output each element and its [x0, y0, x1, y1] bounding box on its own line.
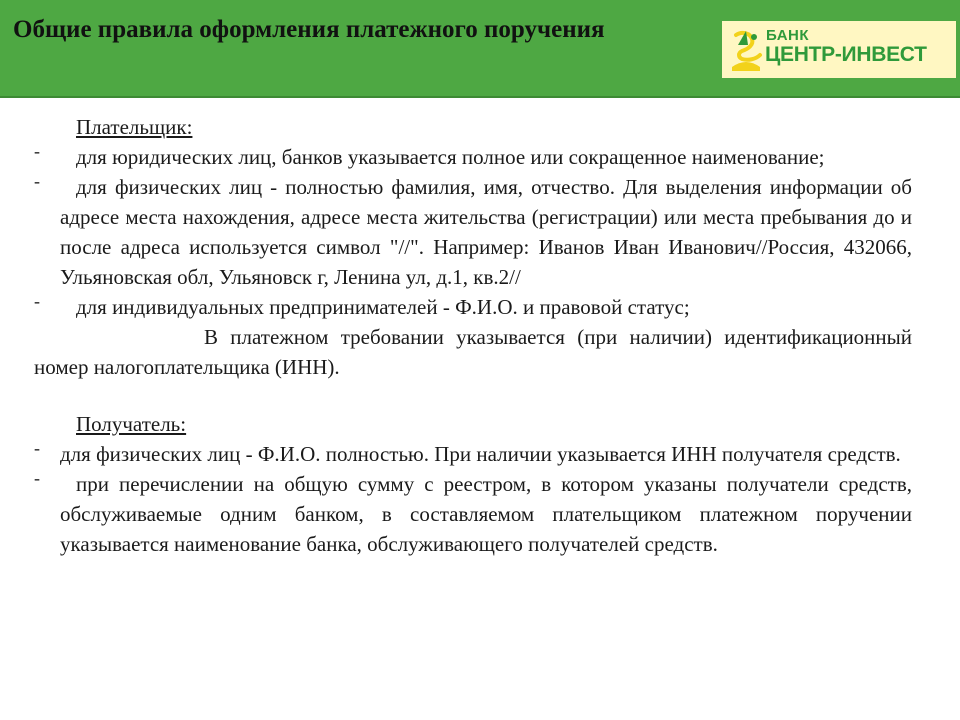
slide-body — [34, 112, 912, 559]
section-gap — [34, 382, 912, 409]
payer-inn-note: В платежном требовании указывается (при наличии) идентификационный номер налогоплательщика (ИНН). — [34, 325, 912, 379]
title-bar — [0, 0, 960, 98]
recipient-heading: Получатель: — [76, 412, 187, 436]
bullet-dash: - — [34, 141, 40, 161]
bullet-dash: - — [34, 438, 40, 458]
slide-title: Общие правила оформления платежного поручения — [13, 16, 605, 43]
bullet-dash: - — [34, 171, 40, 191]
payer-heading: Плательщик: — [76, 115, 193, 139]
bank-logo — [722, 21, 956, 78]
bullet-dash: - — [34, 291, 40, 311]
bullet-dash: - — [34, 468, 40, 488]
payer-item-text: для индивидуальных предпринимателей - Ф.И.О. и правовой статус; — [76, 295, 690, 319]
logo-bank-word: БАНК — [766, 27, 810, 44]
logo-bank-name: ЦЕНТР-ИНВЕСТ — [765, 43, 927, 66]
payer-item-entrepreneur — [34, 292, 912, 322]
payer-item-legal — [34, 142, 912, 172]
recipient-item-registry — [34, 469, 912, 559]
recipient-item-text: при перечислении на общую сумму с реестром, в котором указаны получатели средств, обслуживаемые одним банком, в составляемом плательщиком платежном поручении указывается наименование банка, обслуживающего получателей средств. — [60, 472, 912, 556]
recipient-item-individual — [34, 439, 912, 469]
payer-item-individual — [34, 172, 912, 292]
recipient-item-text: для физических лиц - Ф.И.О. полностью. При наличии указывается ИНН получателя средств. — [60, 442, 901, 466]
bank-emblem-icon — [728, 27, 764, 73]
payer-item-text: для юридических лиц, банков указывается полное или сокращенное наименование; — [76, 145, 825, 169]
payer-item-text: для физических лиц - полностью фамилия, имя, отчество. Для выделения информации об адресе места нахождения, адресе места жительства (регистрации) или места пребывания до и после адреса используется символ "//". Например: Иванов Иван Иванович//Россия, 432066, Ульяновская обл, Ульяновск г, Ленина ул, д.1, кв.2// — [60, 175, 912, 289]
